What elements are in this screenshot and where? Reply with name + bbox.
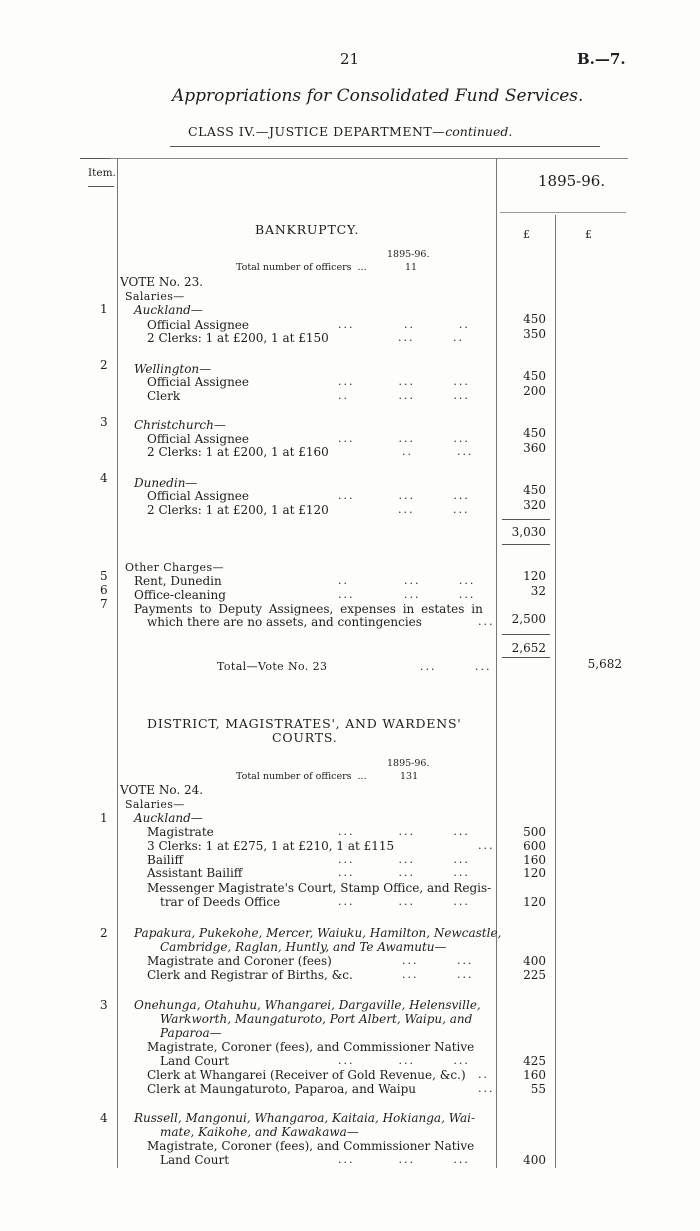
- leader-dots: ... ... ...: [338, 489, 470, 502]
- amount: 400: [523, 954, 546, 968]
- amount: 450: [523, 426, 546, 440]
- item-number: 2: [100, 926, 108, 940]
- year-head-rule: [500, 212, 626, 213]
- line-text: Clerk at Maungaturoto, Paparoa, and Waipu: [147, 1082, 416, 1096]
- officers-label: Total number of officers ...: [236, 262, 367, 273]
- line-text: Bailiff: [147, 853, 184, 867]
- item-number: 1: [100, 302, 108, 316]
- page-title: Appropriations for Consolidated Fund Services.: [172, 86, 584, 106]
- line-text-continued: trar of Deeds Office: [160, 895, 281, 909]
- leader-dots: ... ... ...: [338, 1153, 470, 1166]
- leader-dots: ... ... ...: [338, 432, 470, 445]
- line-text: 3 Clerks: 1 at £275, 1 at £210, 1 at £115: [147, 839, 395, 853]
- leader-dots: ... ...: [402, 954, 474, 967]
- leader-dots: .. ...: [402, 445, 474, 458]
- amount: 450: [523, 483, 546, 497]
- subtotal-rule: [502, 657, 550, 658]
- amount: 120: [523, 866, 546, 880]
- amount: 350: [523, 327, 546, 341]
- amount: 120: [523, 569, 546, 583]
- amount: 2,500: [511, 612, 546, 626]
- class-heading: [188, 124, 512, 139]
- leader-dots: ...: [478, 839, 495, 852]
- amount: 400: [523, 1153, 546, 1167]
- line-text: 2 Clerks: 1 at £200, 1 at £120: [147, 503, 329, 517]
- line-text: Official Assignee: [147, 432, 249, 446]
- salaries-heading: Salaries—: [125, 798, 185, 811]
- line-text: Official Assignee: [147, 489, 249, 503]
- officers-year: 1895-96.: [387, 249, 430, 260]
- amount: 32: [530, 584, 546, 598]
- leader-dots: .. ... ...: [338, 574, 476, 587]
- place-name-continued: mate, Kaikohe, and Kawakawa—: [160, 1125, 359, 1139]
- amount: 600: [523, 839, 546, 853]
- other-charges-heading: Other Charges—: [125, 561, 224, 574]
- line-text: Assistant Bailiff: [147, 866, 243, 880]
- leader-dots: ... ..: [398, 331, 464, 344]
- place-name: Wellington—: [134, 362, 212, 376]
- place-name: Russell, Mangonui, Whangaroa, Kaitaia, Hokianga, Wai-: [134, 1111, 476, 1125]
- amount: 360: [523, 441, 546, 455]
- line-text: Payments to Deputy Assignees, expenses in estates in: [134, 602, 483, 616]
- leader-dots: ...: [478, 1082, 495, 1095]
- officers-label-text: Total number of officers: [236, 771, 352, 782]
- line-text: Clerk at Whangarei (Receiver of Gold Revenue, &c.): [147, 1068, 466, 1082]
- salaries-subtotal: 3,030: [511, 525, 546, 539]
- place-name-continued: Warkworth, Maungaturoto, Port Albert, Waipu, and: [160, 1012, 473, 1026]
- line-text-continued: which there are no assets, and contingencies: [147, 615, 422, 629]
- vote-heading: VOTE No. 23.: [120, 275, 204, 289]
- class-heading-text: CLASS IV.—JUSTICE DEPARTMENT—: [188, 124, 446, 139]
- officers-label-text: Total number of officers: [236, 262, 352, 273]
- subtotal-rule: [502, 544, 550, 545]
- item-number: 1: [100, 811, 108, 825]
- item-number: 6: [100, 583, 108, 597]
- leader-dots: ... ...: [402, 968, 474, 981]
- line-text: Messenger Magistrate's Court, Stamp Office, and Regis-: [147, 881, 492, 895]
- amount: 120: [523, 895, 546, 909]
- header-rule-main: [110, 158, 628, 159]
- line-text: Official Assignee: [147, 318, 249, 332]
- section-title-courts-line2: COURTS.: [272, 730, 338, 745]
- officers-count: 131: [400, 771, 419, 782]
- item-number: 3: [100, 998, 108, 1012]
- line-text: Magistrate: [147, 825, 214, 839]
- pound-header-1: £: [523, 228, 530, 241]
- amount: 320: [523, 498, 546, 512]
- amount-column-left-divider: [496, 158, 497, 1168]
- leader-dots: .. ... ...: [338, 389, 470, 402]
- leader-dots: ... ... ...: [338, 375, 470, 388]
- vote-total-label: Total—Vote No. 23: [217, 660, 328, 673]
- amount: 55: [530, 1082, 546, 1096]
- amount: 200: [523, 384, 546, 398]
- place-name: Papakura, Pukekohe, Mercer, Waiuku, Hamilton, Newcastle,: [134, 926, 502, 940]
- vote-total: 5,682: [587, 657, 622, 671]
- place-name-continued: Cambridge, Raglan, Huntly, and Te Awamutu—: [160, 940, 447, 954]
- leader-dots: ... ... ...: [338, 588, 476, 601]
- item-number: 4: [100, 471, 108, 485]
- amount: 450: [523, 312, 546, 326]
- leader-dots: ... ...: [420, 660, 492, 673]
- leader-dots: ... .. ..: [338, 318, 470, 331]
- salaries-heading: Salaries—: [125, 290, 185, 303]
- leader-dots: ..: [478, 1068, 489, 1081]
- amount: 425: [523, 1054, 546, 1068]
- officers-count: 11: [405, 262, 418, 273]
- line-text: Clerk and Registrar of Births, &c.: [147, 968, 353, 982]
- line-text: Clerk: [147, 389, 181, 403]
- section-title-courts: DISTRICT, MAGISTRATES', AND WARDENS': [147, 716, 462, 731]
- header-rule-top: [170, 146, 600, 147]
- page-number: 21: [340, 50, 360, 68]
- pound-header-2: £: [585, 228, 592, 241]
- leader-dots: ... ...: [398, 503, 470, 516]
- amount: 500: [523, 825, 546, 839]
- line-text: 2 Clerks: 1 at £200, 1 at £160: [147, 445, 329, 459]
- header-rule-left: [80, 158, 110, 159]
- officers-year: 1895-96.: [387, 758, 430, 769]
- section-title-bankruptcy: BANKRUPTCY.: [255, 222, 360, 237]
- year-column-header: 1895-96.: [538, 172, 606, 190]
- class-continued: continued.: [445, 124, 513, 139]
- item-column-header: Item.: [88, 167, 116, 179]
- place-name: Onehunga, Otahuhu, Whangarei, Dargaville, Helensville,: [134, 998, 481, 1012]
- place-name: Christchurch—: [134, 418, 226, 432]
- line-text: Office-cleaning: [134, 588, 226, 602]
- item-number: 2: [100, 358, 108, 372]
- place-name-continued: Paparoa—: [160, 1026, 222, 1040]
- amount: 160: [523, 1068, 546, 1082]
- leader-dots: ... ... ...: [338, 853, 470, 866]
- subtotal-rule: [502, 634, 550, 635]
- line-text: Official Assignee: [147, 375, 249, 389]
- leader-dots: ...: [478, 615, 495, 628]
- line-text: Rent, Dunedin: [134, 574, 222, 588]
- item-number: 4: [100, 1111, 108, 1125]
- place-name: Auckland—: [134, 811, 203, 825]
- leader-dots: ... ... ...: [338, 1054, 470, 1067]
- leader-dots: ... ... ...: [338, 866, 470, 879]
- officers-label: Total number of officers ...: [236, 771, 367, 782]
- leader-dots: ... ... ...: [338, 895, 470, 908]
- report-reference: B.—7.: [577, 50, 626, 68]
- item-number: 5: [100, 569, 108, 583]
- line-text-continued: Land Court: [160, 1054, 230, 1068]
- line-text: Magistrate, Coroner (fees), and Commissioner Native: [147, 1040, 475, 1054]
- amount-column-mid-divider: [555, 215, 556, 1168]
- leader-dots: ... ... ...: [338, 825, 470, 838]
- place-name: Dunedin—: [134, 476, 198, 490]
- line-text: Magistrate and Coroner (fees): [147, 954, 332, 968]
- line-text: 2 Clerks: 1 at £200, 1 at £150: [147, 331, 329, 345]
- item-number: 3: [100, 415, 108, 429]
- place-name: Auckland—: [134, 303, 203, 317]
- item-head-rule: [88, 186, 114, 187]
- vote-heading: VOTE No. 24.: [120, 783, 204, 797]
- amount: 450: [523, 369, 546, 383]
- amount: 160: [523, 853, 546, 867]
- item-column-divider: [117, 158, 118, 1168]
- line-text: Magistrate, Coroner (fees), and Commissioner Native: [147, 1139, 475, 1153]
- line-text-continued: Land Court: [160, 1153, 230, 1167]
- other-charges-subtotal: 2,652: [511, 641, 546, 655]
- subtotal-rule: [502, 519, 550, 520]
- item-number: 7: [100, 597, 108, 611]
- amount: 225: [523, 968, 546, 982]
